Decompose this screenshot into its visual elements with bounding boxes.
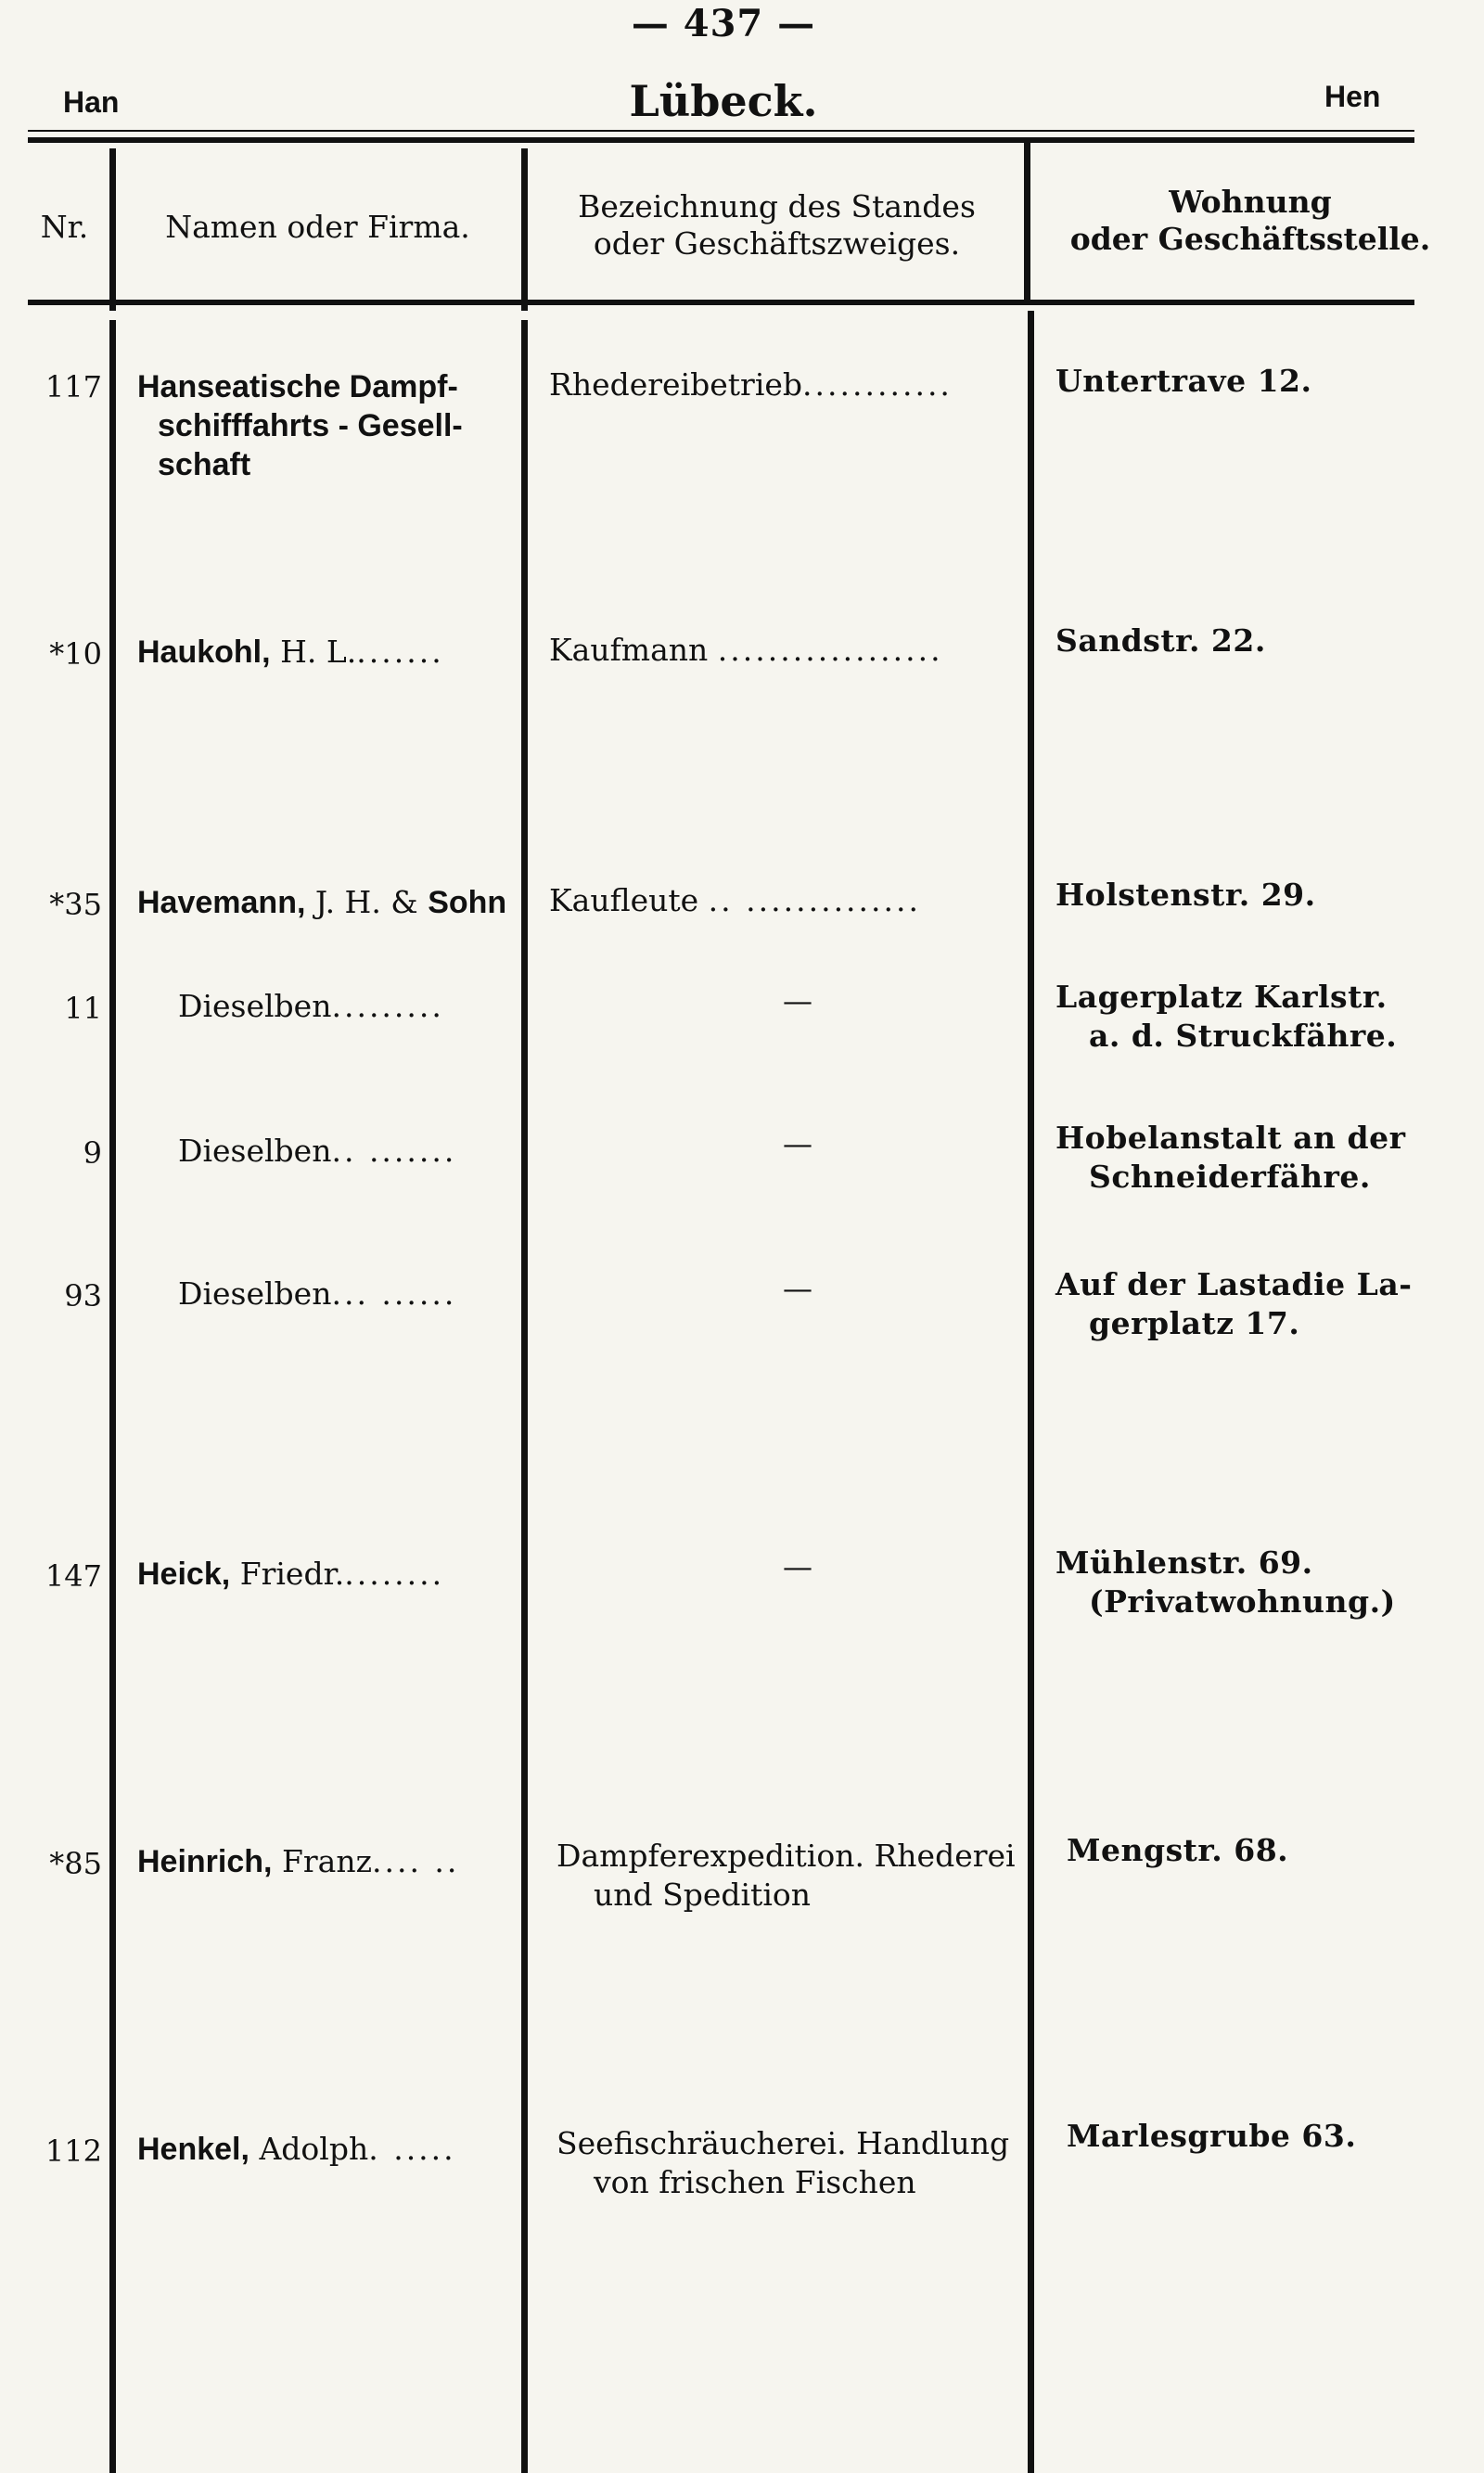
entry-business-line: Dampferexpedition. Rhederei bbox=[556, 1838, 1016, 1874]
entry-address-line: Schneiderfähre. bbox=[1089, 1159, 1371, 1195]
entry-number: *10 bbox=[49, 636, 102, 672]
column-divider bbox=[521, 320, 528, 2473]
page-number: — 437 — bbox=[631, 2, 816, 45]
entry-number: *85 bbox=[49, 1846, 102, 1881]
entry-given-name: Adolph bbox=[259, 2131, 369, 2167]
entry-business bbox=[556, 2124, 1039, 2202]
entry-address bbox=[1055, 1119, 1464, 1197]
column-divider bbox=[521, 148, 528, 311]
entry-given-name: Dieselben bbox=[178, 1133, 332, 1169]
entry-address bbox=[1067, 1831, 1475, 1870]
entry-address bbox=[1055, 978, 1464, 1056]
entry-given-name: Franz bbox=[281, 1843, 372, 1879]
entry-business bbox=[549, 365, 1031, 404]
column-divider bbox=[109, 320, 116, 2473]
top-rule-thin bbox=[28, 130, 1414, 132]
page-title: Lübeck. bbox=[629, 76, 818, 126]
column-header-address-line: Wohnung bbox=[1169, 184, 1332, 220]
entry-name bbox=[137, 633, 508, 672]
entry-business-line: von frischen Fischen bbox=[594, 2164, 916, 2200]
entry-number: 147 bbox=[45, 1558, 102, 1594]
entry-number: 93 bbox=[64, 1278, 102, 1313]
leader-dots: .... .. bbox=[371, 1843, 460, 1879]
entry-address bbox=[1055, 362, 1464, 401]
entry-name bbox=[137, 1555, 508, 1594]
entry-given-name: J. H. & bbox=[314, 884, 418, 920]
entry-business-line: Seefischräucherei. Handlung bbox=[556, 2125, 1010, 2161]
leader-dots: .. .............. bbox=[708, 882, 921, 918]
entry-surname: Heick, bbox=[137, 1557, 231, 1592]
column-header-business bbox=[533, 188, 1020, 263]
entry-address-line: Untertrave 12. bbox=[1055, 363, 1312, 399]
entry-address bbox=[1055, 621, 1464, 660]
entry-address bbox=[1055, 1265, 1464, 1343]
leader-dots: ......... bbox=[331, 988, 444, 1024]
entry-business bbox=[549, 881, 1031, 920]
entry-business bbox=[549, 631, 1031, 670]
ditto-dash: — bbox=[783, 1549, 812, 1584]
right-running-head: Hen bbox=[1324, 80, 1381, 113]
leader-dots: .. ....... bbox=[331, 1133, 457, 1169]
entry-name-line: schifffahrts - Gesell- bbox=[158, 408, 463, 443]
ditto-dash: — bbox=[783, 1126, 812, 1161]
leader-dots: ........ bbox=[344, 1556, 445, 1592]
entry-surname: Henkel, bbox=[137, 2132, 249, 2167]
entry-address-line: Marlesgrube 63. bbox=[1067, 2118, 1357, 2154]
business-text: Kaufmann bbox=[549, 632, 709, 668]
entry-name bbox=[137, 367, 508, 484]
entry-number: 112 bbox=[45, 2133, 102, 2169]
entry-name bbox=[178, 1275, 549, 1313]
left-running-head: Han bbox=[63, 85, 120, 119]
entry-number: 117 bbox=[45, 369, 102, 404]
column-header-name: Namen oder Firma. bbox=[165, 209, 470, 245]
entry-address-line: a. d. Struckfähre. bbox=[1089, 1018, 1398, 1054]
business-text: Rhedereibetrieb bbox=[549, 366, 803, 403]
entry-address bbox=[1055, 876, 1464, 915]
entry-name-line: Hanseatische Dampf- bbox=[137, 369, 458, 404]
entry-business-line: und Spedition bbox=[594, 1877, 811, 1913]
entry-address bbox=[1055, 1544, 1464, 1621]
entry-address-line: Lagerplatz Karlstr. bbox=[1055, 979, 1388, 1015]
entry-address-line: gerplatz 17. bbox=[1089, 1305, 1300, 1341]
entry-name-suffix: Sohn bbox=[428, 885, 507, 920]
ditto-dash: — bbox=[783, 983, 812, 1019]
leader-dots: . ..... bbox=[368, 2131, 456, 2167]
entry-address-line: Holstenstr. 29. bbox=[1055, 877, 1316, 913]
entry-name bbox=[178, 987, 549, 1026]
entry-number: 9 bbox=[83, 1135, 102, 1171]
entry-name bbox=[178, 1132, 549, 1171]
business-text: Kaufleute bbox=[549, 882, 699, 918]
entry-business bbox=[556, 1837, 1039, 1915]
entry-address-line: Mengstr. 68. bbox=[1067, 1832, 1289, 1868]
entry-name bbox=[137, 1842, 508, 1881]
entry-given-name: Friedr. bbox=[239, 1556, 345, 1592]
column-header-address bbox=[1037, 184, 1464, 258]
leader-dots: ....... bbox=[356, 634, 444, 670]
entry-given-name: Dieselben bbox=[178, 1275, 332, 1312]
entry-name-line: schaft bbox=[158, 447, 251, 482]
column-header-nr: Nr. bbox=[40, 209, 89, 245]
entry-surname: Havemann, bbox=[137, 885, 306, 920]
header-bottom-rule bbox=[28, 300, 1414, 305]
entry-address-line: (Privatwohnung.) bbox=[1089, 1583, 1396, 1620]
column-header-business-line: oder Geschäftszweiges. bbox=[593, 225, 961, 262]
ditto-dash: — bbox=[783, 1271, 812, 1306]
entry-given-name: H. L. bbox=[280, 634, 357, 670]
entry-address-line: Sandstr. 22. bbox=[1055, 622, 1266, 659]
entry-address-line: Hobelanstalt an der bbox=[1055, 1120, 1406, 1156]
leader-dots: ... ...... bbox=[331, 1275, 457, 1312]
entry-address-line: Mühlenstr. 69. bbox=[1055, 1544, 1313, 1581]
column-divider bbox=[109, 148, 116, 311]
entry-name bbox=[137, 883, 508, 922]
entry-surname: Haukohl, bbox=[137, 634, 271, 670]
column-header-business-line: Bezeichnung des Standes bbox=[578, 188, 976, 224]
entry-address bbox=[1067, 2117, 1475, 2156]
leader-dots: .................. bbox=[717, 632, 943, 668]
top-rule bbox=[28, 137, 1414, 143]
leader-dots: ............ bbox=[802, 366, 953, 403]
entry-name bbox=[137, 2130, 508, 2169]
column-header-address-line: oder Geschäftsstelle. bbox=[1069, 221, 1431, 257]
entry-address-line: Auf der Lastadie La- bbox=[1055, 1266, 1413, 1302]
column-divider bbox=[1024, 139, 1030, 301]
entry-number: 11 bbox=[64, 991, 102, 1026]
entry-number: *35 bbox=[49, 887, 102, 922]
entry-given-name: Dieselben bbox=[178, 988, 332, 1024]
entry-surname: Heinrich, bbox=[137, 1844, 273, 1879]
